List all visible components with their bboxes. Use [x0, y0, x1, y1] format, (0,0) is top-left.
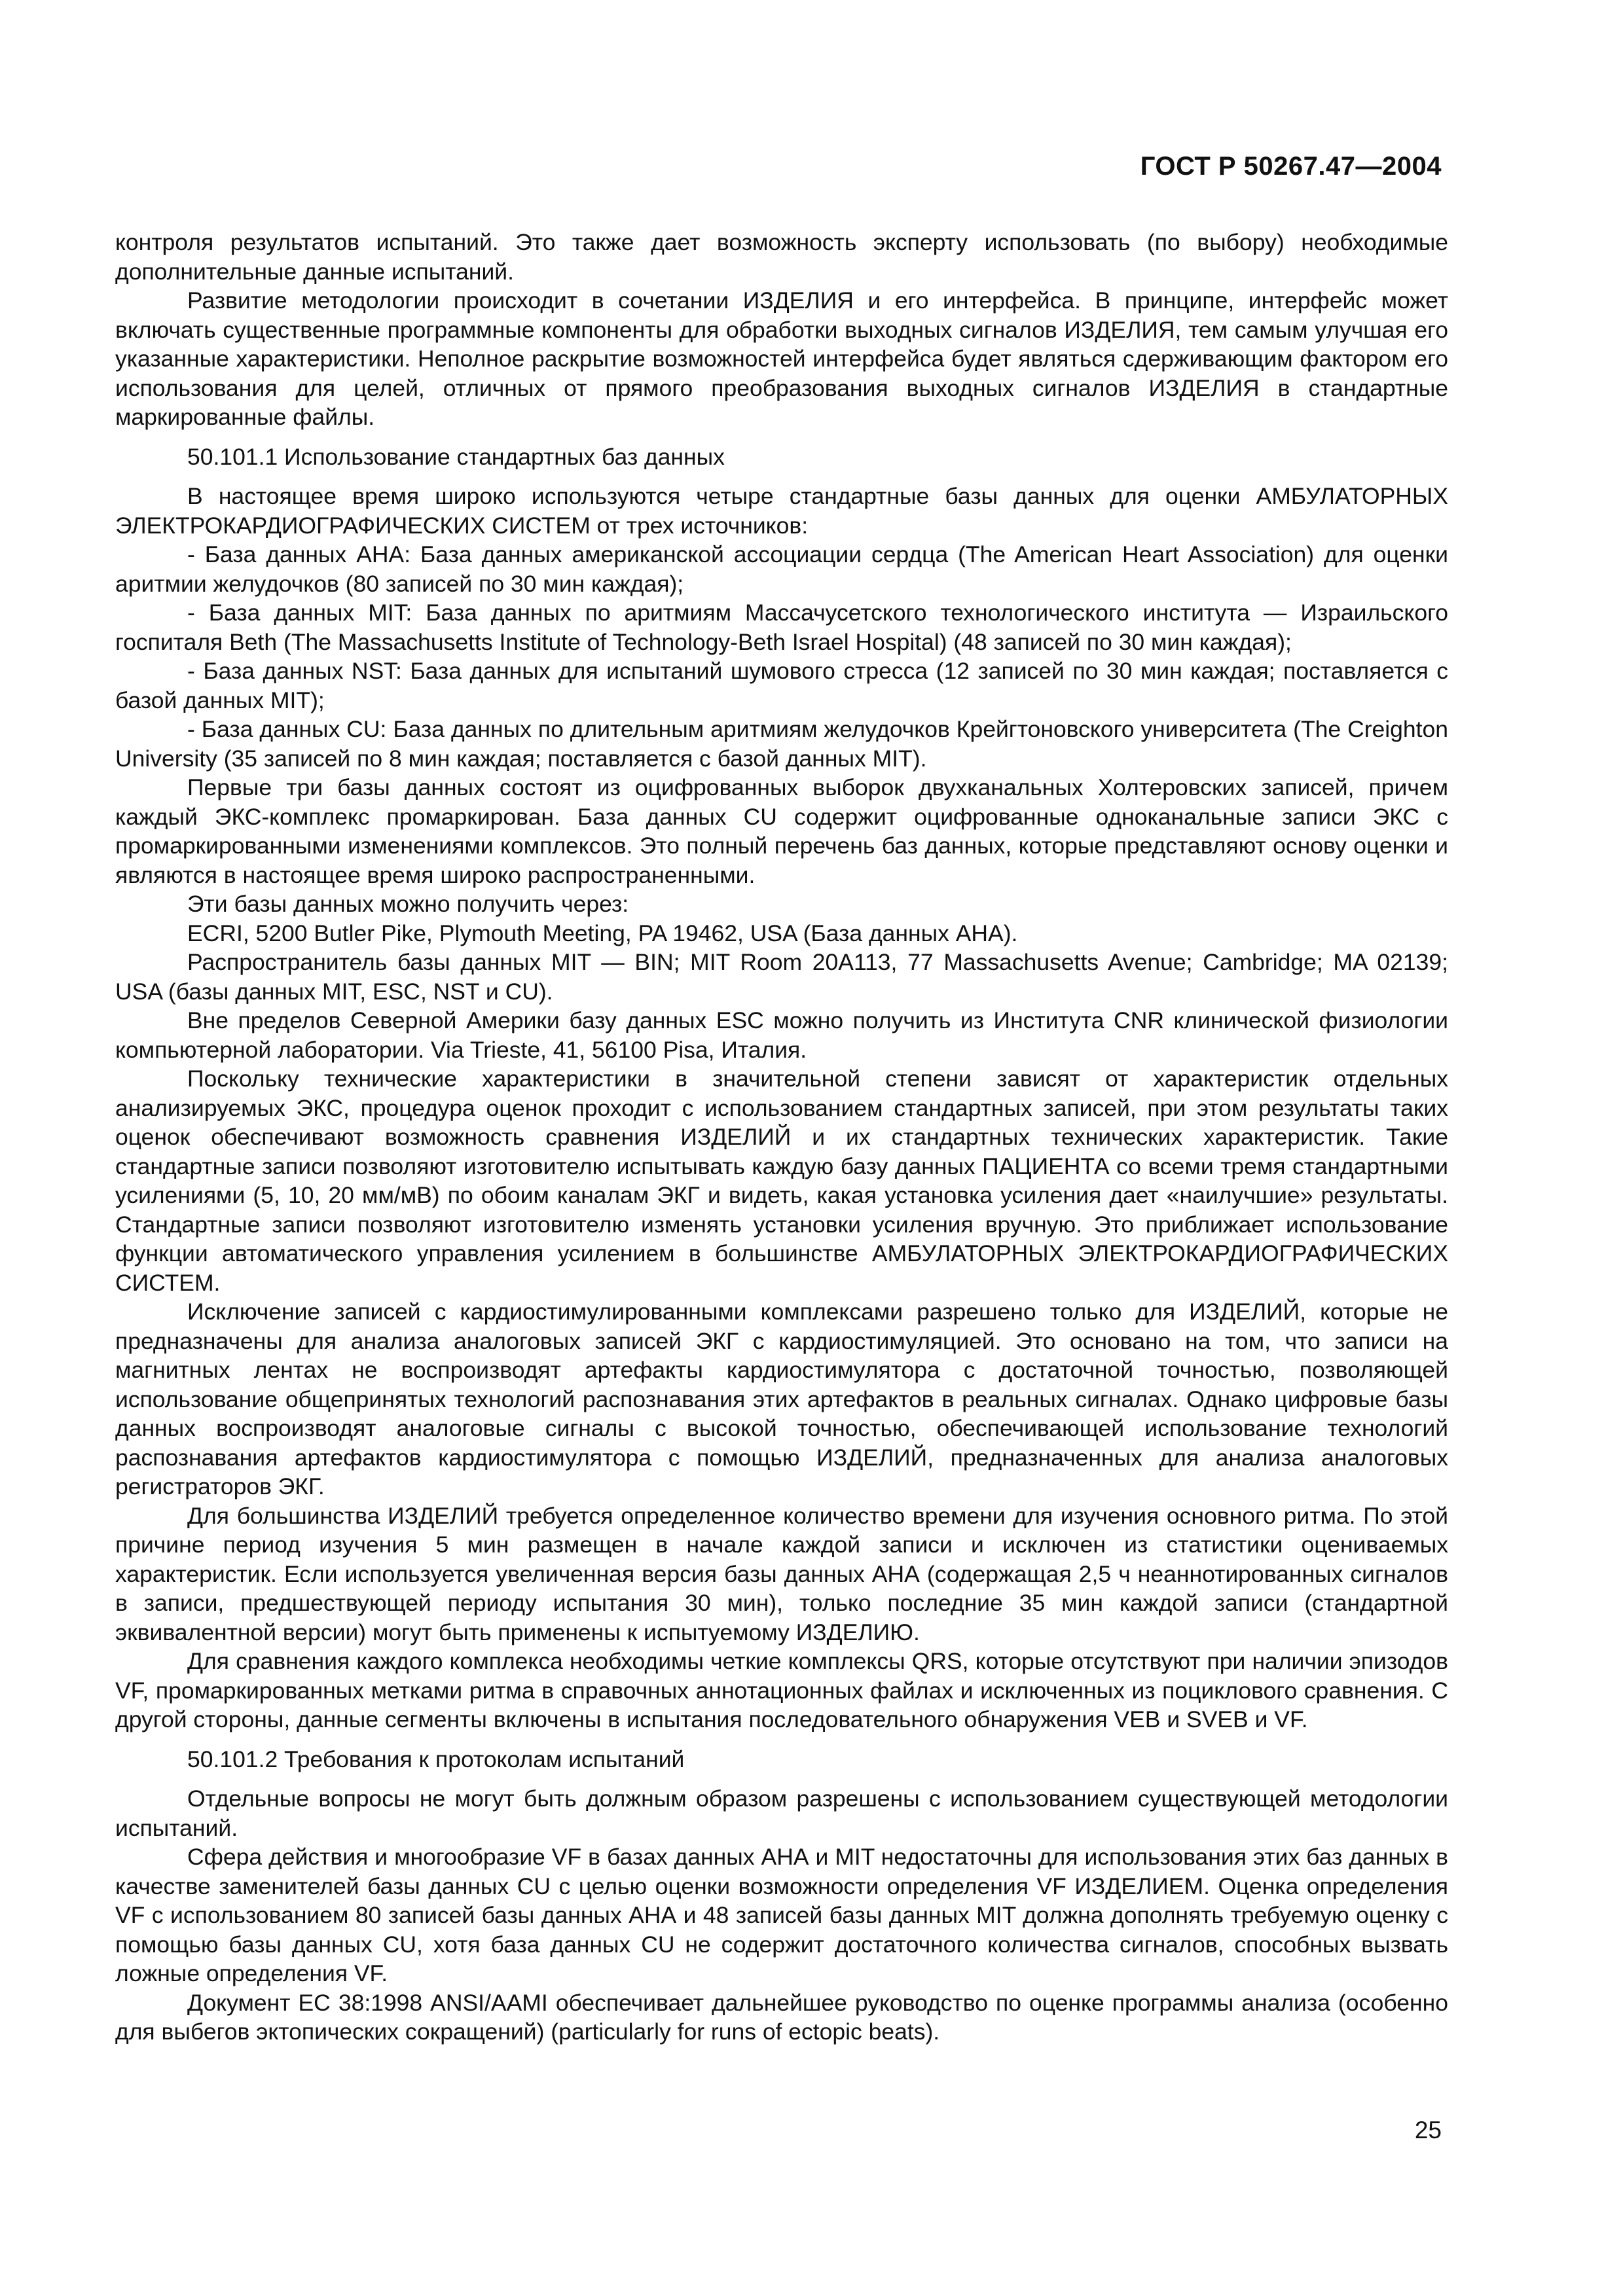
document-code-header: ГОСТ Р 50267.47—2004: [1140, 152, 1442, 181]
paragraph-databases-intro: В настоящее время широко используются четыре стандартные базы данных для оценки АМБУЛАТОРНЫХ ЭЛЕКТРОКАРДИОГРАФИЧЕСКИХ СИСТЕМ от трех источников:: [115, 483, 1448, 539]
paragraph-qrs-comparison: Для сравнения каждого комплекса необходимы четкие комплексы QRS, которые отсутствуют при наличии эпизодов VF, промаркированных метками ритма в справочных аннотационных файлах и исключенных из поциклового сравнения. С другой стороны, данные сегменты включены в испытания последовательного обнаружения VEB и SVEB и VF.: [115, 1648, 1448, 1732]
paragraph-methodology-issues: Отдельные вопросы не могут быть должным образом разрешены с использованием существующей методологии испытаний.: [115, 1785, 1448, 1841]
list-item-cu: - База данных CU: База данных по длительным аритмиям желудочков Крейгтоновского университета (The Creighton University (35 записей по 8 мин каждая; поставляется с базой данных MIT).: [115, 716, 1448, 772]
paragraph-source-ecri: ECRI, 5200 Butler Pike, Plymouth Meeting, PA 19462, USA (База данных АНА).: [187, 920, 1018, 946]
paragraph-standard-records: Поскольку технические характеристики в значительной степени зависят от характеристик отдельных анализируемых ЭКС, процедура оценок проходит с использованием стандартных записей, при этом результаты таких оценок обеспечивают возможность сравнения ИЗДЕЛИЙ и их стандартных технических характеристик. Такие стандартные записи позволяют изготовителю испытывать каждую базу данных ПАЦИЕНТА со всеми тремя стандартными усилениями (5, 10, 20 мм/мВ) по обоим каналам ЭКГ и видеть, какая установка усиления дает «наилучшие» результаты. Стандартные записи позволяют изготовителю изменять установки усиления вручную. Это приближает использование функции автоматического управления усилением в большинстве АМБУЛАТОРНЫХ ЭЛЕКТРОКАРДИОГРАФИЧЕСКИХ СИСТЕМ.: [115, 1066, 1448, 1296]
list-item-aha: - База данных АНА: База данных американской ассоциации сердца (The American Heart Association) для оценки аритмии желудочков (80 записей по 30 мин каждая);: [115, 541, 1448, 597]
paragraph-ec38-reference: Документ ЕС 38:1998 ANSI/AAMI обеспечивает дальнейшее руководство по оценке программы анализа (особенно для выбегов эктопических сокращений) (particularly for runs of ectopic beats).: [115, 1989, 1448, 2045]
section-heading-50-101-2: 50.101.2 Требования к протоколам испытаний: [187, 1746, 685, 1772]
paragraph-sources-intro: Эти базы данных можно получить через:: [187, 891, 629, 917]
paragraph-paced-records: Исключение записей с кардиостимулированными комплексами разрешено только для ИЗДЕЛИЙ, которые не предназначены для анализа аналоговых записей ЭКГ с кардиостимуляцией. Это основано на том, что записи на магнитных лентах не воспроизводят артефакты кардиостимулятора с достаточной точностью, позволяющей использование общепринятых технологий распознавания этих артефактов в реальных сигналах. Однако цифровые базы данных воспроизводят аналоговые сигналы с высокой точностью, обеспечивающей использование технологий распознавания артефактов кардиостимулятора с помощью ИЗДЕЛИЙ, предназначенных для анализа аналоговых регистраторов ЭКГ.: [115, 1299, 1448, 1499]
paragraph-learning-period: Для большинства ИЗДЕЛИЙ требуется определенное количество времени для изучения основного ритма. По этой причине период изучения 5 мин размещен в начале каждой записи и исключен из статистики оцениваемых характеристик. Если используется увеличенная версия базы данных АНА (содержащая 2,5 ч неаннотированных сигналов в записи, предшествующей периоду испытания 30 мин), только последние 35 мин каждой записи (стандартной эквивалентной версии) могут быть применены к испытуемому ИЗДЕЛИЮ.: [115, 1502, 1448, 1645]
list-item-mit: - База данных MIT: База данных по аритмиям Массачусетского технологического института — Израильского госпиталя Beth (The Massachusetts Institute of Technology-Beth Israel Hospital) (48 записей по 30 мин каждая);: [115, 600, 1448, 655]
section-heading-50-101-1: 50.101.1 Использование стандартных баз данных: [187, 443, 725, 470]
paragraph-vf-scope: Сфера действия и многообразие VF в базах данных АНА и MIT недостаточны для использования этих баз данных в качестве заменителей базы данных CU с целью оценки возможности определения VF ИЗДЕЛИЕМ. Оценка определения VF с использованием 80 записей базы данных АНА и 48 записей базы данных MIT должна дополнять требуемую оценку с помощью базы данных CU, хотя база данных CU не содержит достаточного количества сигналов, способных вызвать ложные определения VF.: [115, 1844, 1448, 1986]
paragraph-databases-description: Первые три базы данных состоят из оцифрованных выборок двухканальных Холтеровских записей, причем каждый ЭКС-комплекс промаркирован. База данных CU содержит оцифрованные одноканальные записи ЭКС с промаркированными изменениями комплексов. Это полный перечень баз данных, которые представляют основу оценки и являются в настоящее время широко распространенными.: [115, 774, 1448, 888]
list-item-nst: - База данных NST: База данных для испытаний шумового стресса (12 записей по 30 мин каждая; поставляется с базой данных MIT);: [115, 658, 1448, 713]
paragraph-source-mit: Распространитель базы данных MIT — BIN; MIT Room 20A113, 77 Massachusetts Avenue; Cambridge; MA 02139; USA (базы данных MIT, ESC, NST и CU).: [115, 949, 1448, 1005]
paragraph-methodology: Развитие методологии происходит в сочетании ИЗДЕЛИЯ и его интерфейса. В принципе, интерфейс может включать существенные программные компоненты для обработки выходных сигналов ИЗДЕЛИЯ, тем самым улучшая его указанные характеристики. Неполное раскрытие возможностей интерфейса будет являться сдерживающим фактором его использования для целей, отличных от прямого преобразования выходных сигналов ИЗДЕЛИЯ в стандартные маркированные файлы.: [115, 287, 1448, 430]
page-number: 25: [1414, 2117, 1442, 2144]
document-body: [115, 228, 1448, 2047]
paragraph-continuation: контроля результатов испытаний. Это также дает возможность эксперту использовать (по выбору) необходимые дополнительные данные испытаний.: [115, 229, 1448, 285]
paragraph-source-esc: Вне пределов Северной Америки базу данных ESC можно получить из Института CNR клинической физиологии компьютерной лаборатории. Via Trieste, 41, 56100 Pisa, Италия.: [115, 1007, 1448, 1063]
